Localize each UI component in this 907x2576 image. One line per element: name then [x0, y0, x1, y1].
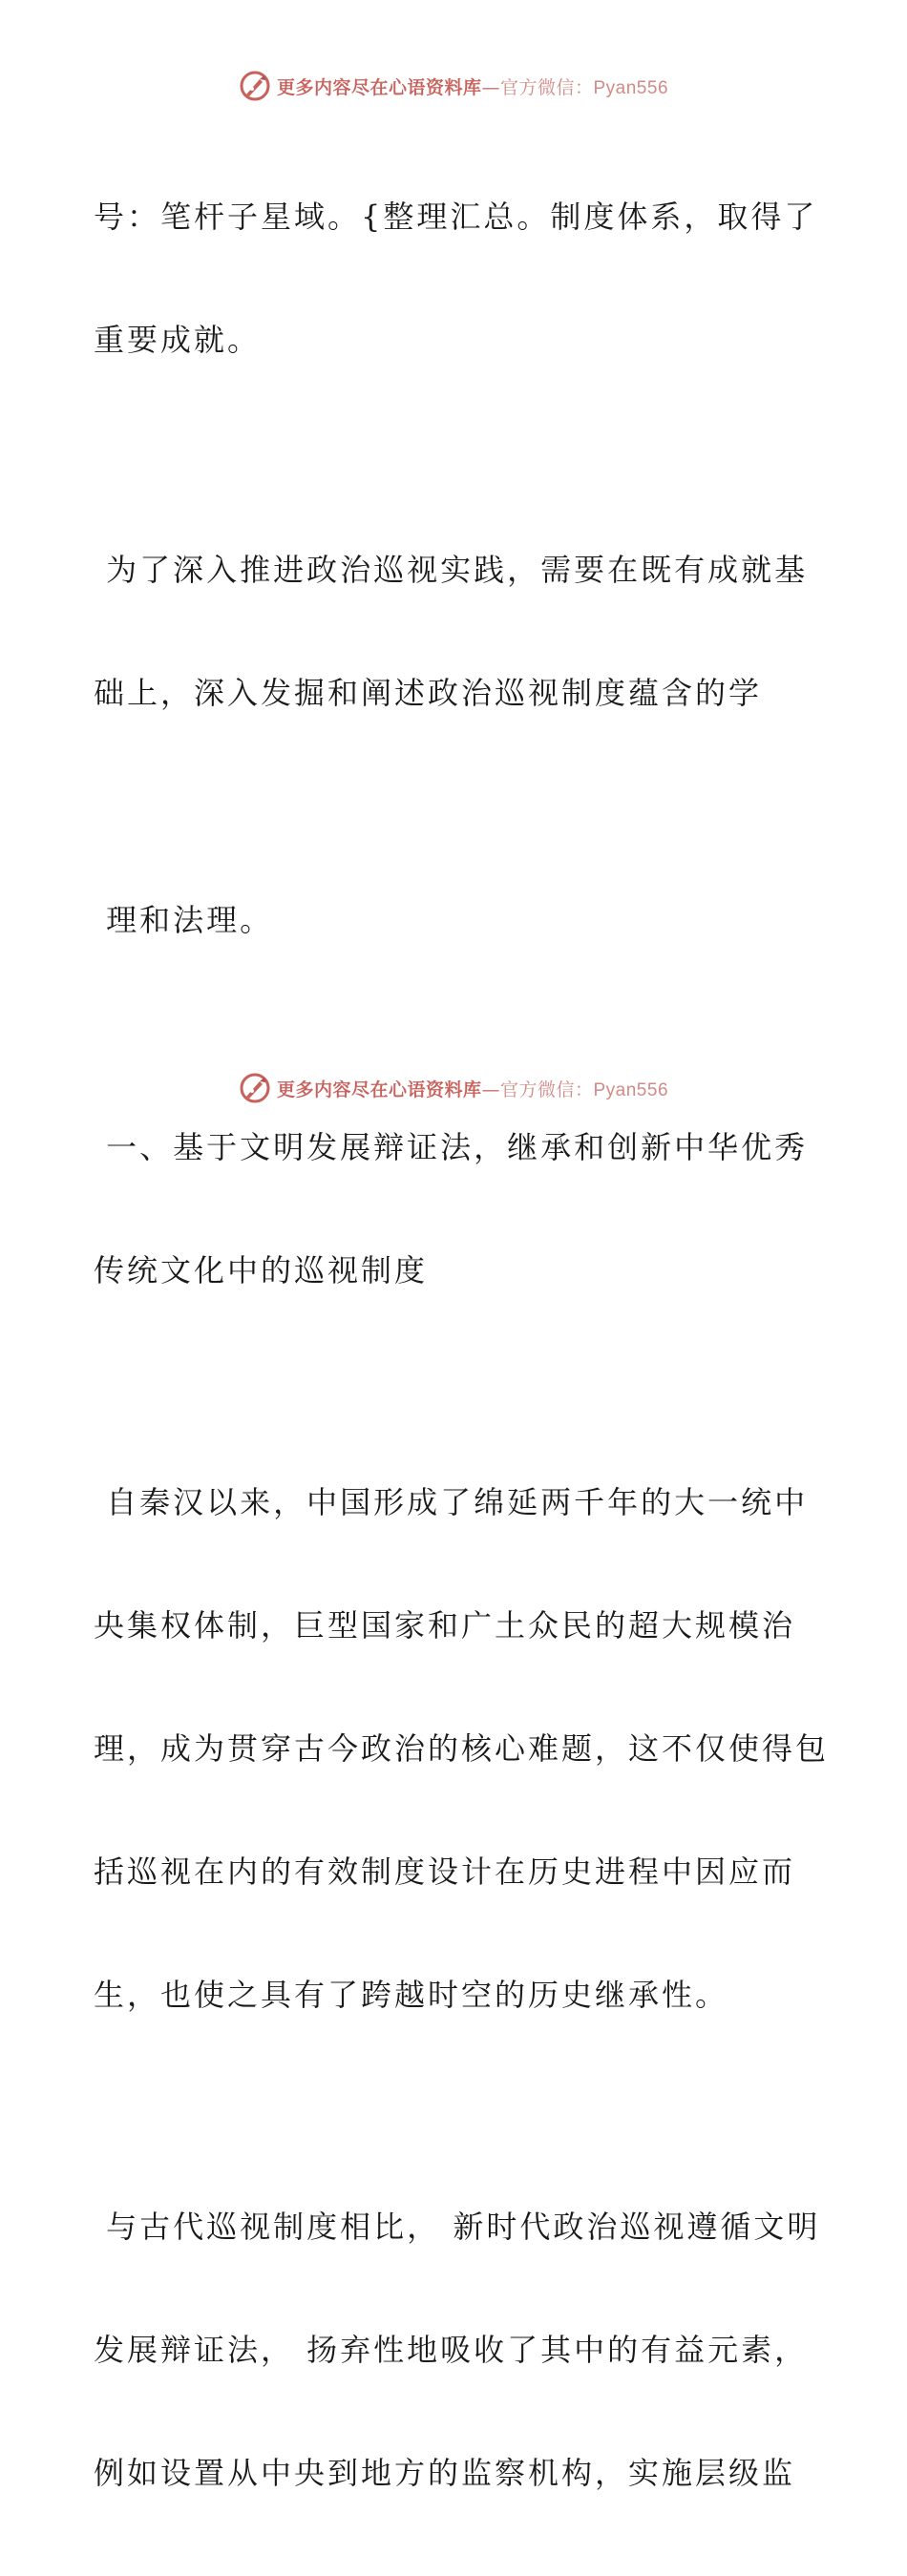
- pen-logo-icon: [239, 1072, 271, 1104]
- paragraph: [94, 818, 819, 1023]
- text-line: 为了深入推进政治巡视实践，需要在既有成就基: [94, 552, 809, 588]
- text-line: 括巡视在内的有效制度设计在历史进程中因应而: [94, 1853, 796, 1890]
- paragraph: [94, 115, 819, 443]
- paragraph: [94, 468, 819, 796]
- banner-wechat-id: Pyan556: [593, 1079, 669, 1100]
- banner-dash: —: [481, 1079, 500, 1100]
- banner-site-name: 更多内容尽在心语资料库: [276, 1079, 482, 1100]
- text-line: 理和法理。: [94, 902, 274, 938]
- text-line: 号：笔杆子星域。{整理汇总。制度体系，取得了: [94, 199, 818, 235]
- text-line: 础上，深入发掘和阐述政治巡视制度蕴含的学: [94, 675, 763, 711]
- footer-watermark: [0, 1069, 907, 1107]
- banner-wechat-id: Pyan556: [593, 77, 669, 98]
- header-watermark: [0, 67, 907, 105]
- text-line: 例如设置从中央到地方的监察机构，实施层级监: [94, 2455, 796, 2491]
- text-line: 央集权体制，巨型国家和广土众民的超大规模治: [94, 1607, 796, 1644]
- text-line: 理，成为贯穿古今政治的核心难题，这不仅使得包: [94, 1730, 830, 1767]
- text-line: 传统文化中的巡视制度: [94, 1252, 429, 1288]
- text-line: 生，也使之具有了跨越时空的历史继承性。: [94, 1977, 729, 2013]
- banner-site-name: 更多内容尽在心语资料库: [276, 76, 482, 98]
- text-line: 与古代巡视制度相比， 新时代政治巡视遵循文明: [94, 2209, 821, 2245]
- text-line: 自秦汉以来，中国形成了绵延两千年的大一统中: [94, 1484, 809, 1520]
- text-line: 发展辩证法， 扬弃性地吸收了其中的有益元素，: [94, 2332, 809, 2368]
- banner-dash: —: [481, 76, 500, 98]
- document-body: [94, 115, 830, 2576]
- paragraph: [94, 1400, 830, 2098]
- paragraph: [94, 2125, 819, 2576]
- text-line: 重要成就。: [94, 322, 262, 358]
- text-line: 一、基于文明发展辩证法，继承和创新中华优秀: [94, 1129, 809, 1165]
- banner-wechat-label: 官方微信：: [499, 1079, 594, 1100]
- banner-wechat-label: 官方微信：: [499, 76, 594, 98]
- pen-logo-icon: [239, 70, 271, 102]
